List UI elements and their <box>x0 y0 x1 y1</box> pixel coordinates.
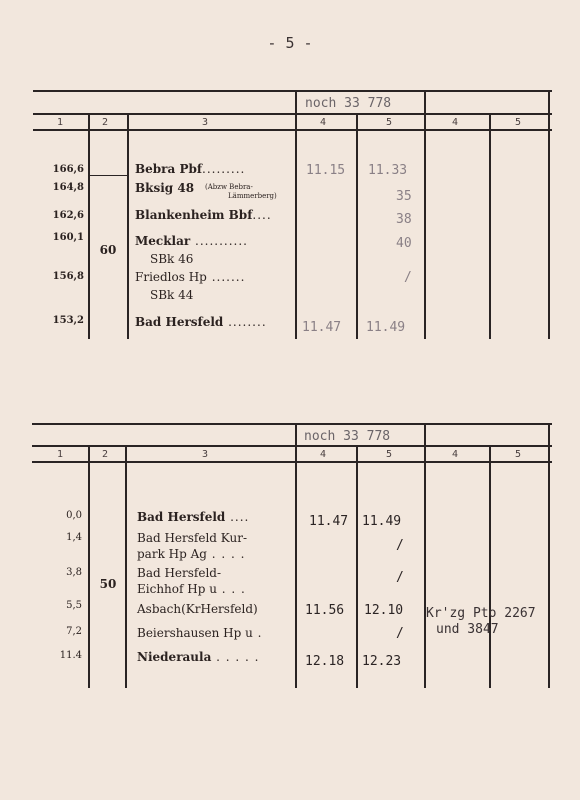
column-number: 2 <box>101 117 109 128</box>
block-post: SBk 46 <box>150 252 194 266</box>
km-value: 7,2 <box>66 626 82 637</box>
column-number: 4 <box>319 449 327 460</box>
station-name-cont: park Hp Ag . . . . <box>137 547 246 561</box>
km-value: 1,4 <box>66 532 82 543</box>
km-value: 153,2 <box>52 315 84 326</box>
station-name: Blankenheim Bbf.... <box>135 208 272 222</box>
speed-limit: 60 <box>99 243 117 257</box>
arrival-time: 11.15 <box>306 163 346 178</box>
col-divider <box>295 90 297 339</box>
train-header: noch 33 778 <box>305 96 392 111</box>
col-divider <box>356 445 358 688</box>
col-divider <box>88 445 90 688</box>
departure-time: 38 <box>396 212 412 227</box>
col-divider <box>125 445 127 688</box>
km-value: 156,8 <box>52 271 84 282</box>
col-divider <box>424 423 426 688</box>
departure-time: / <box>404 270 412 285</box>
km-value: 5,5 <box>66 600 82 611</box>
departure-time: 35 <box>396 189 412 204</box>
col-divider <box>88 113 90 339</box>
col-divider <box>127 113 129 339</box>
station-note: Lämmerberg) <box>228 192 277 200</box>
page-number: - 5 - <box>267 34 313 52</box>
station-name: Bad Hersfeld ........ <box>135 315 267 329</box>
arrival-time: 11.47 <box>309 514 349 529</box>
km-value: 160,1 <box>52 232 84 243</box>
column-number: 3 <box>201 449 209 460</box>
departure-time: 12.23 <box>362 654 402 669</box>
departure-time: 40 <box>396 236 412 251</box>
departure-time: 11.33 <box>368 163 408 178</box>
station-name: Bebra Pbf......... <box>135 162 246 176</box>
column-number: 4 <box>451 449 459 460</box>
header-rule <box>32 445 552 447</box>
train-header: noch 33 778 <box>304 429 391 444</box>
column-number: 3 <box>201 117 209 128</box>
col-divider <box>548 423 550 688</box>
departure-time: 11.49 <box>366 320 406 335</box>
departure-time: 12.10 <box>364 603 404 618</box>
km-value: 164,8 <box>52 182 84 193</box>
column-number: 1 <box>56 449 64 460</box>
column-number: 5 <box>514 449 522 460</box>
remark-line: Kr'zg Pto 2267 <box>426 606 536 621</box>
station-name: Beiershausen Hp u . <box>137 626 263 640</box>
departure-time: / <box>396 570 404 585</box>
table-top-border <box>32 423 552 425</box>
station-name: Bad Hersfeld .... <box>137 510 250 524</box>
km-value: 0,0 <box>66 510 82 521</box>
station-name: Bad Hersfeld- <box>137 566 222 580</box>
col-divider <box>489 445 491 688</box>
col-divider <box>489 113 491 339</box>
departure-time: / <box>396 538 404 553</box>
col-divider <box>356 113 358 339</box>
arrival-time: 12.18 <box>305 654 345 669</box>
col-divider <box>424 90 426 339</box>
station-name: Asbach(KrHersfeld) <box>137 602 258 616</box>
column-number: 5 <box>385 117 393 128</box>
remark-line: und 3847 <box>436 622 499 637</box>
station-name: Bad Hersfeld Kur- <box>137 531 248 545</box>
station-name-cont: Eichhof Hp u . . . <box>137 582 246 596</box>
km-value: 3,8 <box>66 567 82 578</box>
column-number: 4 <box>319 117 327 128</box>
station-name: Friedlos Hp ....... <box>135 270 246 284</box>
column-number: 5 <box>385 449 393 460</box>
col-divider <box>548 90 550 339</box>
table-top-border <box>33 90 552 92</box>
speed-limit: 50 <box>99 577 117 591</box>
col-divider <box>295 423 297 688</box>
station-name: Mecklar ........... <box>135 234 248 248</box>
arrival-time: 11.56 <box>305 603 345 618</box>
km-value: 11.4 <box>59 650 82 661</box>
block-post: SBk 44 <box>150 288 194 302</box>
departure-time: / <box>396 626 404 641</box>
column-number: 5 <box>514 117 522 128</box>
section-rule <box>90 175 127 176</box>
station-name: Niederaula . . . . . <box>137 650 260 664</box>
colnum-rule <box>33 129 552 131</box>
station-name: Bksig 48 <box>135 181 195 195</box>
departure-time: 11.49 <box>362 514 402 529</box>
header-rule <box>33 113 552 115</box>
column-number: 1 <box>56 117 64 128</box>
arrival-time: 11.47 <box>302 320 342 335</box>
column-number: 4 <box>451 117 459 128</box>
station-note: (Abzw Bebra- <box>205 183 253 191</box>
column-number: 2 <box>101 449 109 460</box>
colnum-rule <box>32 461 552 463</box>
km-value: 166,6 <box>52 164 84 175</box>
km-value: 162,6 <box>52 210 84 221</box>
